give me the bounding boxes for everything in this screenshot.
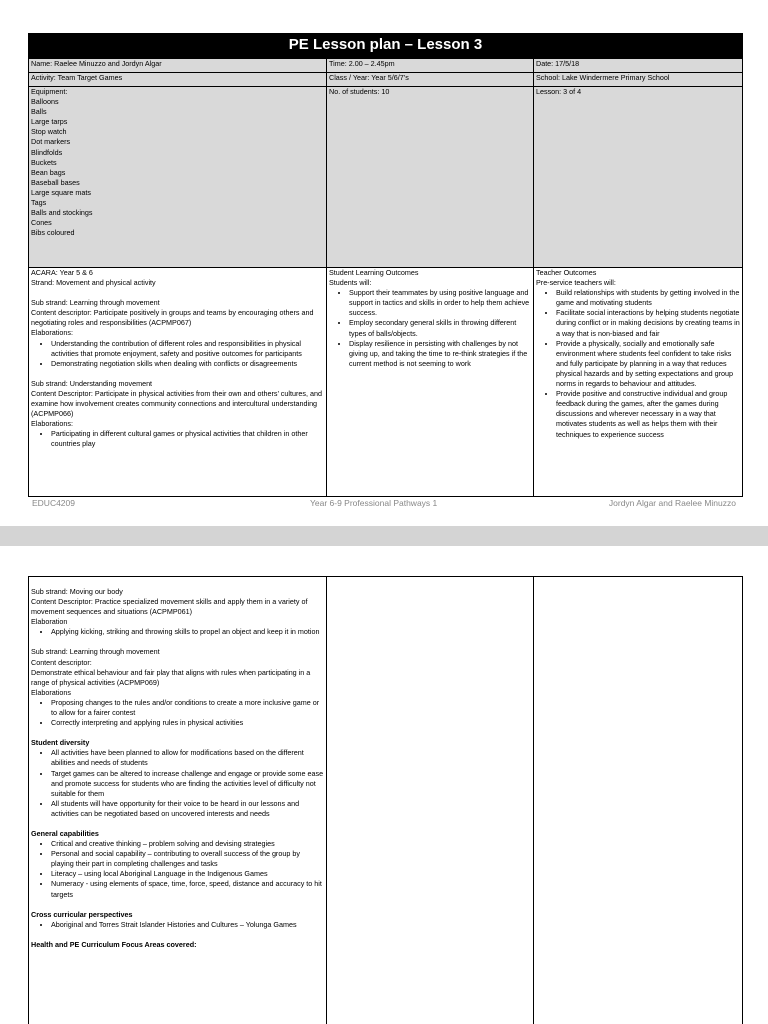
lesson-cell: Lesson: 3 of 4 bbox=[534, 87, 743, 268]
cross-curricular-heading: Cross curricular perspectives bbox=[31, 909, 133, 919]
lesson-plan-table-continued bbox=[28, 576, 743, 1024]
equipment-item: Large tarps bbox=[31, 117, 68, 127]
list-item: • Participating in different cultural games or physical activities that children in other countries play bbox=[51, 429, 324, 449]
equipment-item: Stop watch bbox=[31, 127, 67, 137]
general-capabilities-heading: General capabilities bbox=[31, 828, 99, 838]
elaborations-list bbox=[31, 339, 324, 369]
elaborations-heading: Elaborations: bbox=[31, 419, 73, 429]
list-item: • Support their teammates by using positive language and support in tactics and skills in order to help them achieve success. bbox=[349, 288, 531, 318]
equipment-item: Blindfolds bbox=[31, 147, 63, 157]
list-item: • Provide a physically, socially and emotionally safe environment where students feel confident to take risks and fully participate by planning in a way that reduces physical hazards and by setting expectations and group norms in regards to behaviour and attitudes. bbox=[556, 339, 740, 389]
name-cell: Name: Raelee Minuzzo and Jordyn Algar bbox=[29, 59, 327, 73]
equipment-item: Cones bbox=[31, 218, 52, 228]
equipment-item: Balloons bbox=[31, 97, 59, 107]
teacher-outcomes-list bbox=[536, 288, 740, 439]
student-diversity-list bbox=[31, 748, 324, 819]
general-capabilities-list bbox=[31, 839, 324, 900]
list-item: • All activities have been planned to allow for modifications based on the different abilities and needs of students bbox=[51, 748, 324, 768]
elaborations-heading: Elaborations bbox=[31, 687, 71, 697]
equipment-item: Tags bbox=[31, 198, 47, 208]
list-item: • Understanding the contribution of different roles and responsibilities in physical activities that promote enjoyment, safety and positive outcomes for participants bbox=[51, 339, 324, 359]
elaborations-heading: Elaboration bbox=[31, 617, 68, 627]
list-item: • Literacy – using local Aboriginal Language in the Indigenous Games bbox=[51, 869, 324, 879]
footer-course-title: Year 6-9 Professional Pathways 1 bbox=[310, 498, 438, 508]
equipment-cell bbox=[29, 87, 327, 268]
list-item: • Applying kicking, striking and throwing skills to propel an object and keep it in motion bbox=[51, 627, 324, 637]
list-item: • Target games can be altered to increase challenge and engage or provide some ease and promote success for students who are finding the activities level of difficulty not suitable for them bbox=[51, 769, 324, 799]
equipment-item: Baseball bases bbox=[31, 177, 80, 187]
acara-strand: Strand: Movement and physical activity bbox=[31, 278, 156, 288]
list-item: • Numeracy - using elements of space, time, force, speed, distance and accuracy to hit targets bbox=[51, 879, 324, 899]
list-item: • All students will have opportunity for their voice to be heard in our lessons and activities can be negotiated based on uncovered interests and needs bbox=[51, 799, 324, 819]
student-outcomes-intro: Students will: bbox=[329, 278, 372, 288]
empty-cell bbox=[327, 577, 534, 1024]
elaborations-heading: Elaborations: bbox=[31, 328, 73, 338]
date-cell: Date: 17/5/18 bbox=[534, 59, 743, 73]
list-item: • Employ secondary general skills in throwing different types of balls/objects. bbox=[349, 318, 531, 338]
list-item: • Critical and creative thinking – problem solving and devising strategies bbox=[51, 839, 324, 849]
class-year-cell: Class / Year: Year 5/6/7’s bbox=[327, 73, 534, 87]
equipment-item: Large square mats bbox=[31, 187, 91, 197]
substrand-heading: Sub strand: Learning through movement bbox=[31, 298, 160, 308]
page-title: PE Lesson plan – Lesson 3 bbox=[29, 34, 743, 59]
equipment-item: Buckets bbox=[31, 157, 57, 167]
list-item: • Display resilience in persisting with challenges by not giving up, and taking the time to re-think strategies if the current method is not seeming to work bbox=[349, 339, 531, 369]
footer-authors: Jordyn Algar and Raelee Minuzzo bbox=[608, 498, 736, 508]
students-cell: No. of students: 10 bbox=[327, 87, 534, 268]
document-page-2 bbox=[0, 546, 768, 1024]
list-item: • Provide positive and constructive individual and group feedback during the games, after the games during discussions and wherever necessary in a way that motivates students as well as helps them with their techniques to experience success bbox=[556, 389, 740, 439]
substrand-heading: Sub strand: Understanding movement bbox=[31, 378, 153, 388]
time-cell: Time: 2.00 – 2.45pm bbox=[327, 59, 534, 73]
list-item: • Proposing changes to the rules and/or conditions to create a more inclusive game or to allow for a fairer contest bbox=[51, 698, 324, 718]
list-item: • Build relationships with students by getting involved in the game and motivating students bbox=[556, 288, 740, 308]
list-item: • Aboriginal and Torres Strait Islander Histories and Cultures – Yolunga Games bbox=[51, 920, 324, 930]
content-descriptor: Content Descriptor: Participate in physical activities from their own and others’ cultures, and examine how involvement creates community connections and intercultural understanding (ACPMP066) bbox=[31, 388, 322, 419]
content-descriptor: Content descriptor: Participate positively in groups and teams by encouraging others and negotiating roles and responsibilities (ACPMP067) bbox=[31, 308, 314, 328]
empty-cell bbox=[534, 577, 743, 1024]
focus-areas-heading: Health and PE Curriculum Focus Areas covered: bbox=[31, 939, 197, 949]
list-item: • Demonstrating negotiation skills when dealing with conflicts or disagreements bbox=[51, 359, 324, 369]
list-item: • Correctly interpreting and applying rules in physical activities bbox=[51, 718, 324, 728]
acara-cell bbox=[29, 268, 327, 497]
equipment-item: Bean bags bbox=[31, 167, 66, 177]
equipment-item: Balls and stockings bbox=[31, 208, 93, 218]
list-item: • Personal and social capability – contributing to overall success of the group by playing their part in completing challenges and tasks bbox=[51, 849, 324, 869]
teacher-outcomes-heading: Teacher Outcomes bbox=[536, 268, 597, 277]
school-cell: School: Lake Windermere Primary School bbox=[534, 73, 743, 87]
equipment-heading: Equipment: bbox=[31, 87, 68, 96]
substrand-heading: Sub strand: Learning through movement bbox=[31, 647, 160, 657]
student-outcomes-heading: Student Learning Outcomes bbox=[329, 268, 419, 277]
elaborations-list bbox=[31, 429, 324, 449]
student-outcomes-list bbox=[329, 288, 531, 369]
footer-course-code: EDUC4209 bbox=[32, 498, 75, 508]
equipment-item: Balls bbox=[31, 107, 47, 117]
content-descriptor-label: Content descriptor: bbox=[31, 657, 92, 667]
equipment-item: Bibs coloured bbox=[31, 228, 75, 238]
student-outcomes-cell bbox=[327, 268, 534, 497]
teacher-outcomes-cell bbox=[534, 268, 743, 497]
student-diversity-heading: Student diversity bbox=[31, 738, 90, 748]
substrand-heading: Sub strand: Moving our body bbox=[31, 587, 123, 596]
content-descriptor: Content Descriptor: Practice specialized movement skills and apply them in a variety of movement sequences and situations (ACPMP061) bbox=[31, 597, 308, 617]
equipment-item: Dot markers bbox=[31, 137, 71, 147]
activity-cell: Activity: Team Target Games bbox=[29, 73, 327, 87]
lesson-plan-table bbox=[28, 33, 743, 497]
elaborations-list bbox=[31, 627, 324, 637]
content-descriptor: Demonstrate ethical behaviour and fair play that aligns with rules when participating in a range of physical activities (ACPMP069) bbox=[31, 667, 311, 687]
elaborations-list bbox=[31, 698, 324, 728]
teacher-outcomes-intro: Pre-service teachers will: bbox=[536, 278, 616, 288]
cross-curricular-list bbox=[31, 920, 324, 930]
acara-year: ACARA: Year 5 & 6 bbox=[31, 268, 93, 277]
list-item: • Facilitate social interactions by helping students negotiate during conflict or in making decisions by creating teams in a way that is non-biased and fair bbox=[556, 308, 740, 338]
curriculum-cell bbox=[29, 577, 327, 1024]
